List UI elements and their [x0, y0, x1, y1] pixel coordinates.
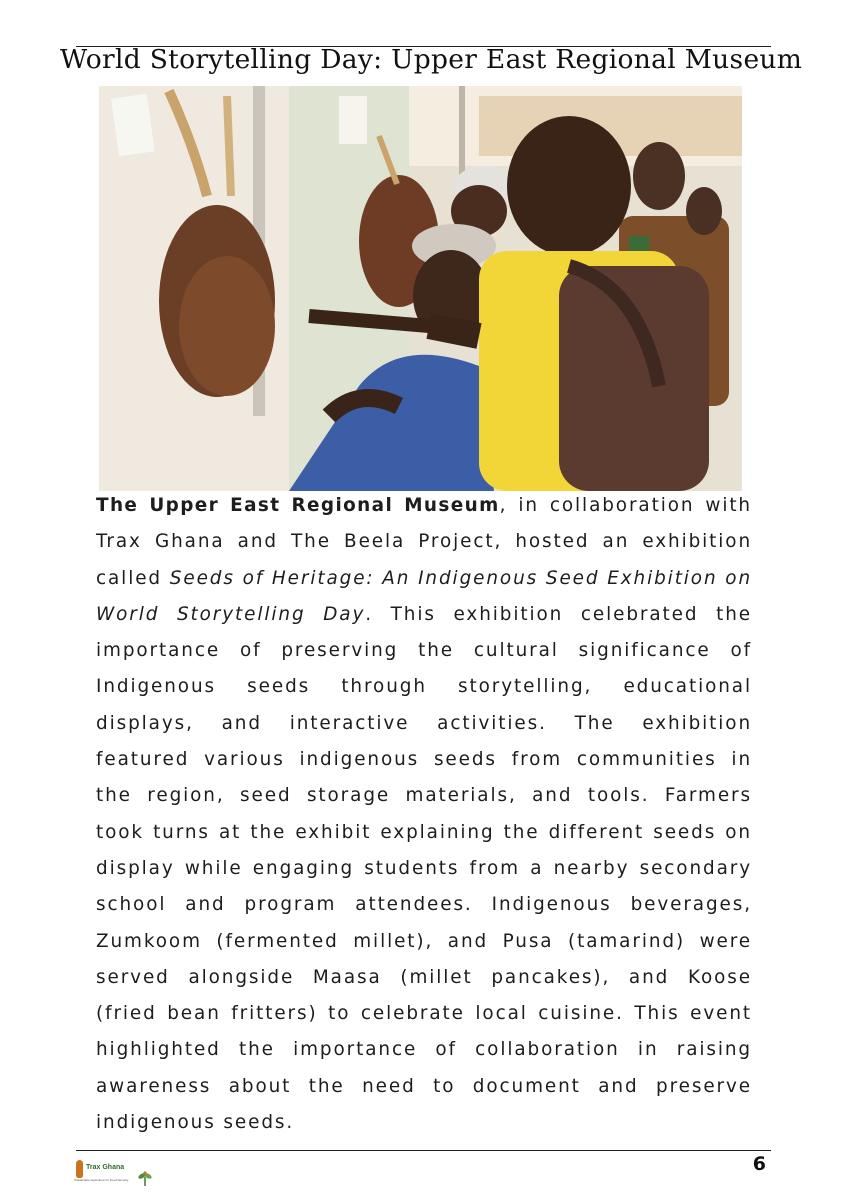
exhibition-photo [99, 86, 742, 491]
exhibition-title: Seeds of Heritage: An Indigenous Seed Exhibition on World Storytelling Day [96, 567, 753, 625]
page-title: World Storytelling Day: Upper East Regional Museum [60, 44, 803, 75]
footer-logos [74, 1158, 164, 1192]
trax-logo-tagline: Sustainable Agriculture for Food Security [74, 1178, 129, 1182]
footer-rule [76, 1150, 771, 1151]
paragraph-text-2: . This exhibition celebrated the importance of preserving the cultural significance of Indigenous seeds through storytelling, educational displays, and interactive activities. The exhibition featured various indigenous seeds from communities in the region, seed storage materials, and tools. Farmers took turns at the exhibit explaining the different seeds on display while engaging students from a nearby secondary school and program attendees. Indigenous beverages, Zumkoom (fermented millet), and Pusa (tamarind) were served alongside Maasa (millet pancakes), and Koose (fried bean fritters) to celebrate local cuisine. This event highlighted the importance of collaboration in raising awareness about the need to document and preserve indigenous seeds. [96, 603, 752, 1134]
page-number: 6 [752, 1153, 766, 1175]
beela-project-logo-icon [136, 1170, 154, 1188]
article-paragraph [96, 488, 752, 1141]
trax-logo-text: Trax Ghana [86, 1164, 125, 1171]
footprint-icon [76, 1160, 83, 1178]
trax-ghana-logo [74, 1158, 132, 1184]
museum-name: The Upper East Regional Museum [96, 495, 500, 516]
paragraph-text-1: , in collaboration with Trax Ghana and The Beela Project, hosted an exhibition called [96, 495, 752, 589]
